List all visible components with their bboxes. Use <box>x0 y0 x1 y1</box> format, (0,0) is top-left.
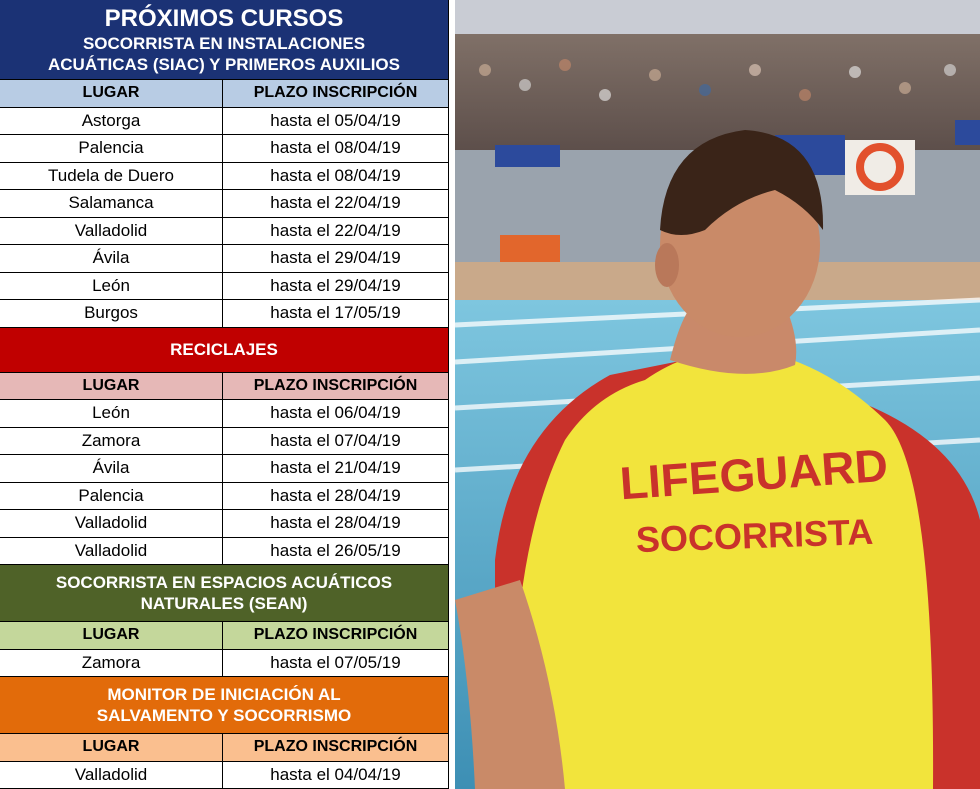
deadline-cell: hasta el 08/04/19 <box>270 165 401 185</box>
table-row <box>0 538 448 566</box>
table-row <box>0 190 448 218</box>
ear <box>655 243 679 287</box>
deadline-cell: hasta el 22/04/19 <box>270 220 401 240</box>
siac-title-line1: SOCORRISTA EN INSTALACIONES <box>82 33 366 53</box>
table-row <box>0 510 448 538</box>
deadline-cell: hasta el 05/04/19 <box>270 110 401 130</box>
deadline-cell: hasta el 29/04/19 <box>270 248 401 268</box>
banner <box>955 120 980 145</box>
place-cell: León <box>0 400 223 427</box>
column-header-lugar: LUGAR <box>0 80 223 107</box>
table-row <box>0 245 448 273</box>
place-cell: Ávila <box>0 245 223 272</box>
siac-title-line2: ACUÁTICAS (SIAC) Y PRIMEROS AUXILIOS <box>48 54 400 74</box>
lifeguard-illustration <box>455 0 980 789</box>
table-row <box>0 650 448 678</box>
place-cell: Zamora <box>0 428 223 455</box>
deadline-cell: hasta el 07/04/19 <box>270 430 401 450</box>
place-cell: Palencia <box>0 483 223 510</box>
deadline-cell: hasta el 22/04/19 <box>270 193 401 213</box>
table-row <box>0 218 448 246</box>
column-header-plazo: PLAZO INSCRIPCIÓN <box>253 738 418 756</box>
deadline-cell: hasta el 21/04/19 <box>270 458 401 478</box>
table-row <box>0 483 448 511</box>
place-cell: Valladolid <box>0 510 223 537</box>
place-cell: Valladolid <box>0 218 223 245</box>
table-row <box>0 428 448 456</box>
sean-header <box>0 565 448 622</box>
monitor-column-headers <box>0 734 448 762</box>
table-row <box>0 762 448 789</box>
place-cell: Salamanca <box>0 190 223 217</box>
shirt-text-lifeguard: LIFEGUARD <box>618 438 890 510</box>
reciclajes-header <box>0 328 448 373</box>
monitor-title-line1: MONITOR DE INICIACIÓN AL <box>107 685 341 704</box>
table-row <box>0 400 448 428</box>
deadline-cell: hasta el 06/04/19 <box>270 403 401 423</box>
column-header-lugar: LUGAR <box>0 373 223 400</box>
place-cell: Burgos <box>0 300 223 327</box>
reciclajes-column-headers <box>0 373 448 401</box>
deadline-cell: hasta el 08/04/19 <box>270 138 401 158</box>
table-row <box>0 300 448 328</box>
place-cell: Valladolid <box>0 538 223 565</box>
reciclajes-title: RECICLAJES <box>170 340 278 359</box>
deadline-cell: hasta el 26/05/19 <box>270 540 401 560</box>
deadline-cell: hasta el 29/04/19 <box>270 275 401 295</box>
table-row <box>0 163 448 191</box>
banner <box>495 145 560 167</box>
sean-title-line1: SOCORRISTA EN ESPACIOS ACUÁTICOS <box>55 573 393 592</box>
column-header-plazo: PLAZO INSCRIPCIÓN <box>253 626 418 644</box>
page-title: PRÓXIMOS CURSOS <box>104 4 344 32</box>
siac-header <box>0 0 448 80</box>
shirt-text-socorrista: SOCORRISTA <box>635 510 874 561</box>
place-cell: Palencia <box>0 135 223 162</box>
deadline-cell: hasta el 07/05/19 <box>270 652 401 672</box>
place-cell: Ávila <box>0 455 223 482</box>
deadline-cell: hasta el 04/04/19 <box>270 764 401 784</box>
place-cell: Valladolid <box>0 762 223 789</box>
table-row <box>0 273 448 301</box>
column-header-lugar: LUGAR <box>0 622 223 649</box>
column-header-plazo: PLAZO INSCRIPCIÓN <box>253 376 418 394</box>
place-cell: Tudela de Duero <box>0 163 223 190</box>
place-cell: Zamora <box>0 650 223 677</box>
monitor-title-line2: SALVAMENTO Y SOCORRISMO <box>96 706 352 725</box>
roof-windows <box>455 0 980 34</box>
table-row <box>0 108 448 136</box>
place-cell: Astorga <box>0 108 223 135</box>
deadline-cell: hasta el 17/05/19 <box>270 303 401 323</box>
sean-column-headers <box>0 622 448 650</box>
deadline-cell: hasta el 28/04/19 <box>270 513 401 533</box>
table-row <box>0 135 448 163</box>
monitor-header <box>0 677 448 734</box>
place-cell: León <box>0 273 223 300</box>
column-header-lugar: LUGAR <box>0 734 223 761</box>
column-header-plazo: PLAZO INSCRIPCIÓN <box>253 84 418 102</box>
deadline-cell: hasta el 28/04/19 <box>270 485 401 505</box>
lifeguard-photo <box>455 0 980 789</box>
courses-table <box>0 0 449 789</box>
sean-title-line2: NATURALES (SEAN) <box>140 594 308 613</box>
siac-column-headers <box>0 80 448 108</box>
table-row <box>0 455 448 483</box>
